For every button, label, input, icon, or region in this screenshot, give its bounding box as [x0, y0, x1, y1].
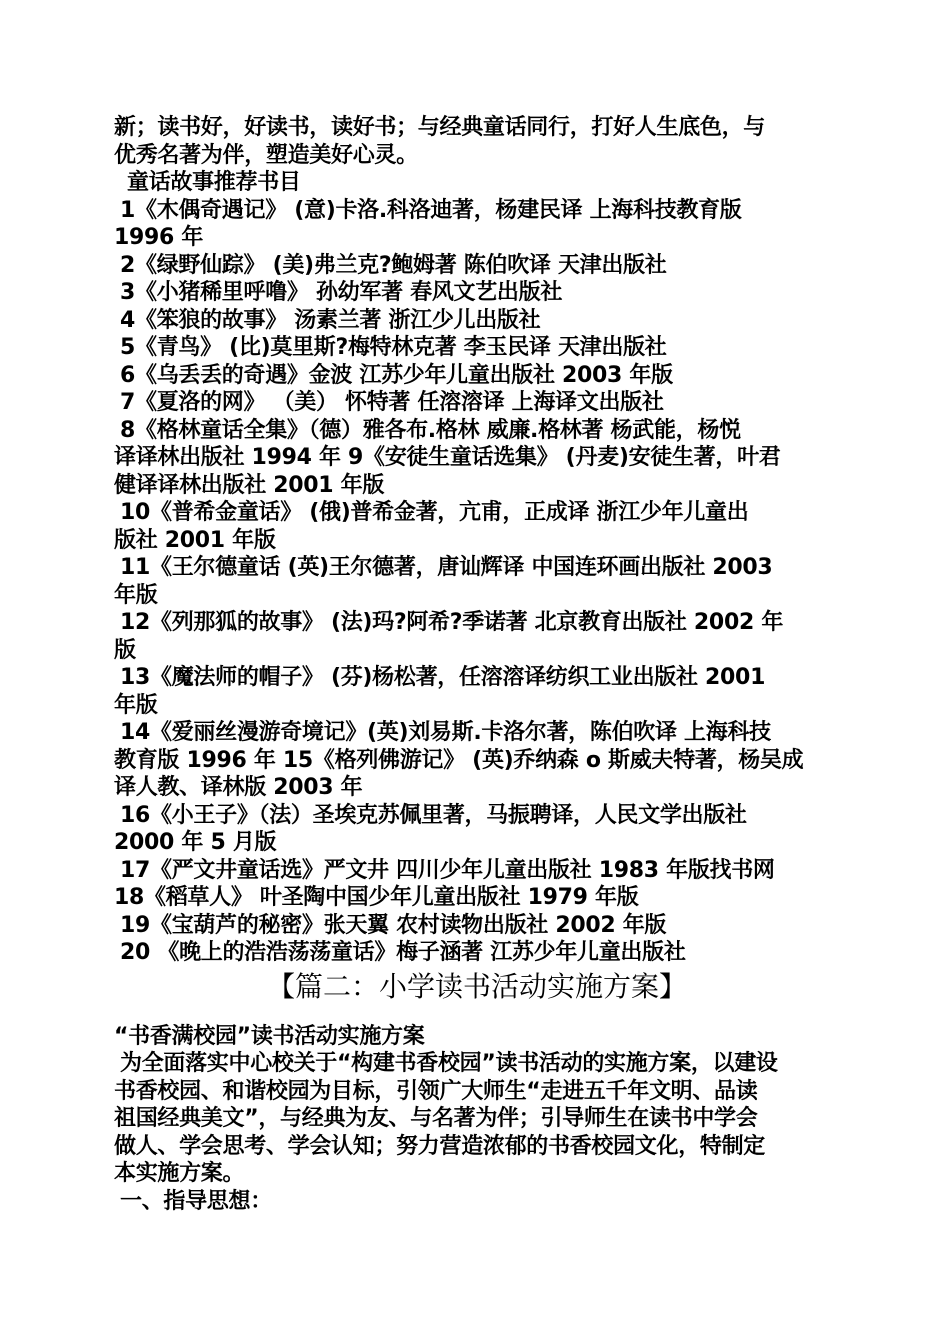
booklist-line: 版	[114, 637, 136, 663]
booklist-line: 18《稻草人》 叶圣陶中国少年儿童出版社 1979 年版	[114, 885, 639, 910]
booklist-line: 8《格林童话全集》（德）雅各布.格林 威廉.格林著 杨武能，杨悦	[120, 417, 741, 443]
booklist-line: 版社 2001 年版	[114, 527, 276, 553]
booklist-line: 2《绿野仙踪》 (美)弗兰克?鲍姆著 陈伯吹译 天津出版社	[120, 252, 667, 278]
intro-line-2: 优秀名著为伴，塑造美好心灵。	[114, 142, 418, 168]
paragraph-line: 本实施方案。	[114, 1161, 245, 1186]
document-page	[114, 114, 840, 1215]
booklist-line: 3《小猪稀里呼噜》 孙幼军著 春风文艺出版社	[120, 280, 563, 305]
booklist-line: 2000 年 5 月版	[114, 830, 277, 855]
booklist-line: 7《夏洛的网》 （美） 怀特著 任溶溶译 上海译文出版社	[120, 390, 664, 415]
booklist-line: 1996 年	[114, 225, 204, 250]
booklist-line: 译人教、译林版 2003 年	[114, 775, 363, 800]
booklist-line: 健译译林出版社 2001 年版	[114, 472, 385, 498]
section-title: 【篇二：小学读书活动实施方案】	[266, 969, 687, 1003]
paragraph-line: 祖国经典美文”，与经典为友、与名著为伴；引导师生在读书中学会	[114, 1106, 758, 1131]
booklist-line: 20 《晚上的浩浩荡荡童话》梅子涵著 江苏少年儿童出版社	[120, 940, 686, 965]
booklist-line: 12《列那狐的故事》 (法)玛?阿希?季诺著 北京教育出版社 2002 年	[120, 610, 784, 635]
section-subtitle: “书香满校园”读书活动实施方案	[114, 1023, 425, 1049]
paragraph-line: 做人、学会思考、学会认知；努力营造浓郁的书香校园文化，特制定	[114, 1133, 766, 1159]
booklist-heading: 童话故事推荐书目	[127, 170, 301, 195]
booklist-line: 10《普希金童话》 (俄)普希金著，亢甫，正成译 浙江少年儿童出	[120, 500, 749, 525]
booklist-line: 13《魔法师的帽子》 (芬)杨松著，任溶溶译纺织工业出版社 2001	[120, 665, 766, 690]
booklist-line: 1《木偶奇遇记》 (意)卡洛.科洛迪著，杨建民译 上海科技教育版	[120, 197, 742, 223]
booklist-line: 11《王尔德童话 (英)王尔德著，唐讪辉译 中国连环画出版社 2003	[120, 555, 773, 580]
booklist-line: 译译林出版社 1994 年 9《安徒生童话选集》 (丹麦)安徒生著，叶君	[114, 445, 781, 470]
booklist-line: 年版	[114, 582, 158, 608]
booklist-line: 教育版 1996 年 15《格列佛游记》 (英)乔纳森 o 斯威夫特著，杨吴成	[114, 747, 804, 773]
booklist-line: 16《小王子》（法）圣埃克苏佩里著，马振聘译，人民文学出版社	[120, 802, 747, 828]
intro-line-1: 新；读书好，好读书，读好书；与经典童话同行，打好人生底色，与	[114, 115, 766, 140]
paragraph-line: 为全面落实中心校关于“构建书香校园”读书活动的实施方案，以建设	[120, 1051, 778, 1076]
paragraph-line: 书香校园、和谐校园为目标，引领广大师生“走进五千年文明、品读	[114, 1078, 758, 1104]
section-heading: 一、指导思想：	[120, 1188, 272, 1214]
booklist-line: 4《笨狼的故事》 汤素兰著 浙江少儿出版社	[120, 307, 541, 333]
booklist-line: 14《爱丽丝漫游奇境记》(英)刘易斯.卡洛尔著，陈伯吹译 上海科技	[120, 720, 771, 745]
booklist-line: 年版	[114, 692, 158, 718]
booklist-line: 19《宝葫芦的秘密》张天翼 农村读物出版社 2002 年版	[120, 912, 667, 938]
booklist-line: 17《严文井童话选》严文井 四川少年儿童出版社 1983 年版找书网	[120, 857, 775, 883]
booklist-line: 6《乌丢丢的奇遇》金波 江苏少年儿童出版社 2003 年版	[120, 362, 673, 388]
booklist-line: 5《青鸟》 (比)莫里斯?梅特林克著 李玉民译 天津出版社	[120, 335, 667, 360]
